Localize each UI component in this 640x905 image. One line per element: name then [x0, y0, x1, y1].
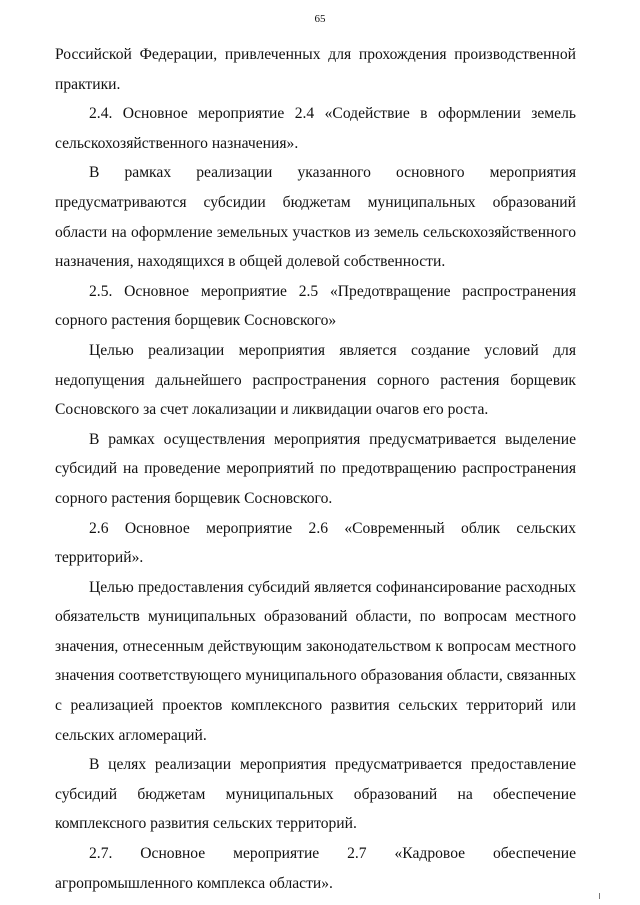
paragraph-continuation: Российской Федерации, привлеченных для прохождения производственной практики.	[55, 46, 576, 93]
paragraph-section-2-6-heading: 2.6 Основное мероприятие 2.6 «Современный облик сельских территорий».	[55, 519, 576, 567]
page-number: 65	[314, 13, 326, 25]
paragraph-section-2-6-goal: Целью предоставления субсидий является софинансирование расходных обязательств муниципальных образований области, по вопросам местного значения, отнесенным действующим законодательством к вопросам местного значения соответствующего муниципального образования области, связанных с реализацией проектов комплексного развития сельских территорий или сельских агломераций.	[55, 578, 576, 744]
scan-edge-mark	[599, 893, 600, 899]
paragraph-section-2-6-subsidies: В целях реализации мероприятия предусматривается предоставление субсидий бюджетам муниципальных образований на обеспечение комплексного развития сельских территорий.	[55, 756, 576, 833]
paragraph-section-2-4-heading: 2.4. Основное мероприятие 2.4 «Содействие в оформлении земель сельскохозяйственного назначения».	[55, 105, 576, 152]
paragraph-section-2-5-subsidies: В рамках осуществления мероприятия предусматривается выделение субсидий на проведение мероприятий по предотвращению распространения сорного растения борщевик Сосновского.	[55, 430, 576, 507]
document-body	[55, 40, 576, 898]
paragraph-section-2-5-heading: 2.5. Основное мероприятие 2.5 «Предотвращение распространения сорного растения борщевик Сосновского»	[55, 282, 576, 330]
paragraph-section-2-7-heading: 2.7. Основное мероприятие 2.7 «Кадровое обеспечение агропромышленного комплекса области».	[55, 845, 576, 892]
paragraph-section-2-4-body: В рамках реализации указанного основного мероприятия предусматриваются субсидии бюджетам муниципальных образований области на оформление земельных участков из земель сельскохозяйственного назначения, находящихся в общей долевой собственности.	[55, 164, 576, 271]
paragraph-section-2-5-goal: Целью реализации мероприятия является создание условий для недопущения дальнейшего распространения сорного растения борщевик Сосновского за счет локализации и ликвидации очагов его роста.	[55, 341, 576, 419]
